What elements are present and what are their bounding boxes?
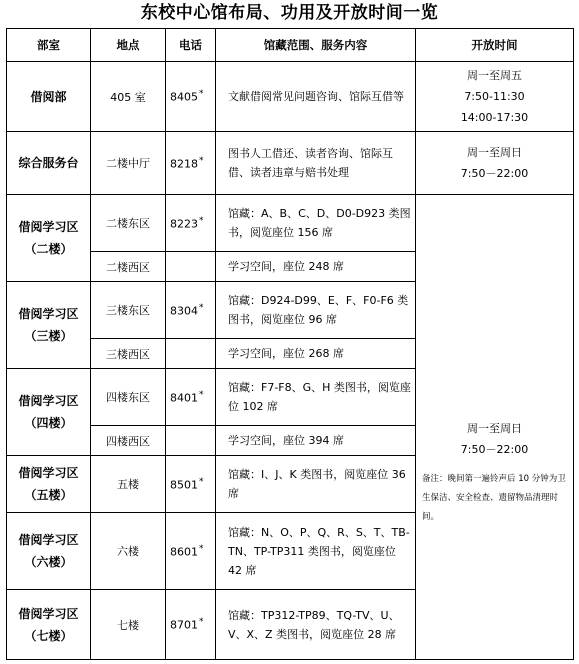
hours-afternoon: 14:00-17:30: [460, 111, 529, 124]
dept-cell: [7, 590, 91, 660]
phone-number: 8601: [170, 545, 198, 559]
phone-cell-empty: [166, 426, 216, 456]
header-row: [7, 29, 574, 62]
location-cell: 二楼东区: [91, 195, 166, 252]
dept-cell: [7, 195, 91, 282]
dept-label: 借阅学习区: [18, 533, 79, 547]
phone-cell: [166, 62, 216, 132]
phone-cell: [166, 132, 216, 195]
dept-label: 借阅部: [30, 89, 67, 104]
phone-cell: [166, 513, 216, 590]
phone-cell: [166, 590, 216, 660]
dept-cell: [7, 456, 91, 513]
phone-cell: [166, 282, 216, 339]
table-row: [7, 132, 574, 195]
phone-cell-empty: [166, 339, 216, 369]
dept-floor: （二楼）: [24, 242, 73, 256]
dept-label: 借阅学习区: [18, 394, 79, 408]
phone-number: 8223: [170, 217, 198, 231]
scope-cell: 馆藏：A、B、C、D、D0-D923 类图书，阅览座位 156 席: [216, 195, 416, 252]
phone-number: 8405: [170, 90, 198, 104]
location-cell: 二楼西区: [91, 252, 166, 282]
location-cell: 五楼: [91, 456, 166, 513]
dept-floor: （六楼）: [24, 555, 73, 569]
shared-hours-cell: [416, 195, 574, 660]
hours-cell: [416, 132, 574, 195]
scope-cell: 图书人工借还、读者咨询、馆际互借、读者违章与赔书处理: [216, 132, 416, 195]
scope-cell: 文献借阅常见问题咨询、馆际互借等: [216, 62, 416, 132]
page-title: 东校中心馆布局、功用及开放时间一览: [140, 3, 439, 23]
location-cell: 六楼: [91, 513, 166, 590]
hours-morning: 7:50-11:30: [464, 90, 525, 103]
phone-number: 8501: [170, 478, 198, 492]
hours-days: 周一至周日: [467, 421, 522, 435]
location-cell: 四楼东区: [91, 369, 166, 426]
phone-cell: [166, 369, 216, 426]
header-dept: 部室: [7, 29, 91, 62]
phone-number: 8304: [170, 304, 198, 318]
hours-note: 备注：晚间第一遍铃声后 10 分钟为卫生保洁、安全检查、遗留物品清理时间。: [422, 473, 566, 522]
scope-cell: 馆藏：F7-F8、G、H 类图书，阅览座位 102 席: [216, 369, 416, 426]
scope-cell: 馆藏：I、J、K 类图书，阅览座位 36 席: [216, 456, 416, 513]
dept-label: 借阅学习区: [18, 466, 79, 480]
table-row: [7, 62, 574, 132]
schedule-table: [6, 28, 574, 660]
hours-cell: [416, 62, 574, 132]
phone-cell: [166, 456, 216, 513]
asterisk: *: [199, 89, 204, 100]
header-hours: 开放时间: [416, 29, 574, 62]
dept-floor: （三楼）: [24, 329, 73, 343]
dept-label: 借阅学习区: [18, 307, 79, 321]
location-cell: 二楼中厅: [91, 132, 166, 195]
header-phone: 电话: [166, 29, 216, 62]
scope-cell: 学习空间，座位 268 席: [216, 339, 416, 369]
location-cell: 405 室: [91, 62, 166, 132]
asterisk: *: [199, 476, 204, 487]
asterisk: *: [199, 302, 204, 313]
scope-cell: 学习空间，座位 394 席: [216, 426, 416, 456]
dept-floor: （四楼）: [24, 416, 73, 430]
phone-number: 8218: [170, 157, 198, 171]
hours-days: 周一至周五: [467, 69, 522, 82]
asterisk: *: [199, 389, 204, 400]
location-cell: 四楼西区: [91, 426, 166, 456]
asterisk: *: [199, 215, 204, 226]
location-cell: 三楼东区: [91, 282, 166, 339]
location-cell: 三楼西区: [91, 339, 166, 369]
dept-cell: [7, 132, 91, 195]
asterisk: *: [199, 155, 204, 166]
dept-label: 借阅学习区: [18, 220, 79, 234]
scope-cell: 馆藏：N、O、P、Q、R、S、T、TB-TN、TP-TP311 类图书，阅览座位 42 席: [216, 513, 416, 590]
dept-cell: [7, 282, 91, 369]
hours-time: 7:50－22:00: [460, 442, 529, 456]
phone-cell-empty: [166, 252, 216, 282]
scope-cell: 馆藏：D924-D99、E、F、F0-F6 类图书，阅览座位 96 席: [216, 282, 416, 339]
phone-number: 8401: [170, 391, 198, 405]
dept-floor: （五楼）: [24, 488, 73, 502]
dept-label: 借阅学习区: [18, 606, 79, 621]
location-cell: 七楼: [91, 590, 166, 660]
scope-cell: 馆藏：TP312-TP89、TQ-TV、U、V、X、Z 类图书，阅览座位 28 席: [216, 590, 416, 660]
scope-cell: 学习空间，座位 248 席: [216, 252, 416, 282]
header-location: 地点: [91, 29, 166, 62]
header-scope: 馆藏范围、服务内容: [216, 29, 416, 62]
dept-cell: [7, 513, 91, 590]
asterisk: *: [199, 617, 204, 628]
dept-floor: （七楼）: [24, 628, 73, 643]
asterisk: *: [199, 543, 204, 554]
phone-cell: [166, 195, 216, 252]
phone-number: 8701: [170, 618, 198, 632]
table-row: [7, 195, 574, 252]
hours-days: 周一至周日: [467, 146, 522, 159]
dept-cell: [7, 62, 91, 132]
hours-time: 7:50－22:00: [460, 167, 529, 180]
dept-label: 综合服务台: [18, 156, 79, 170]
dept-cell: [7, 369, 91, 456]
